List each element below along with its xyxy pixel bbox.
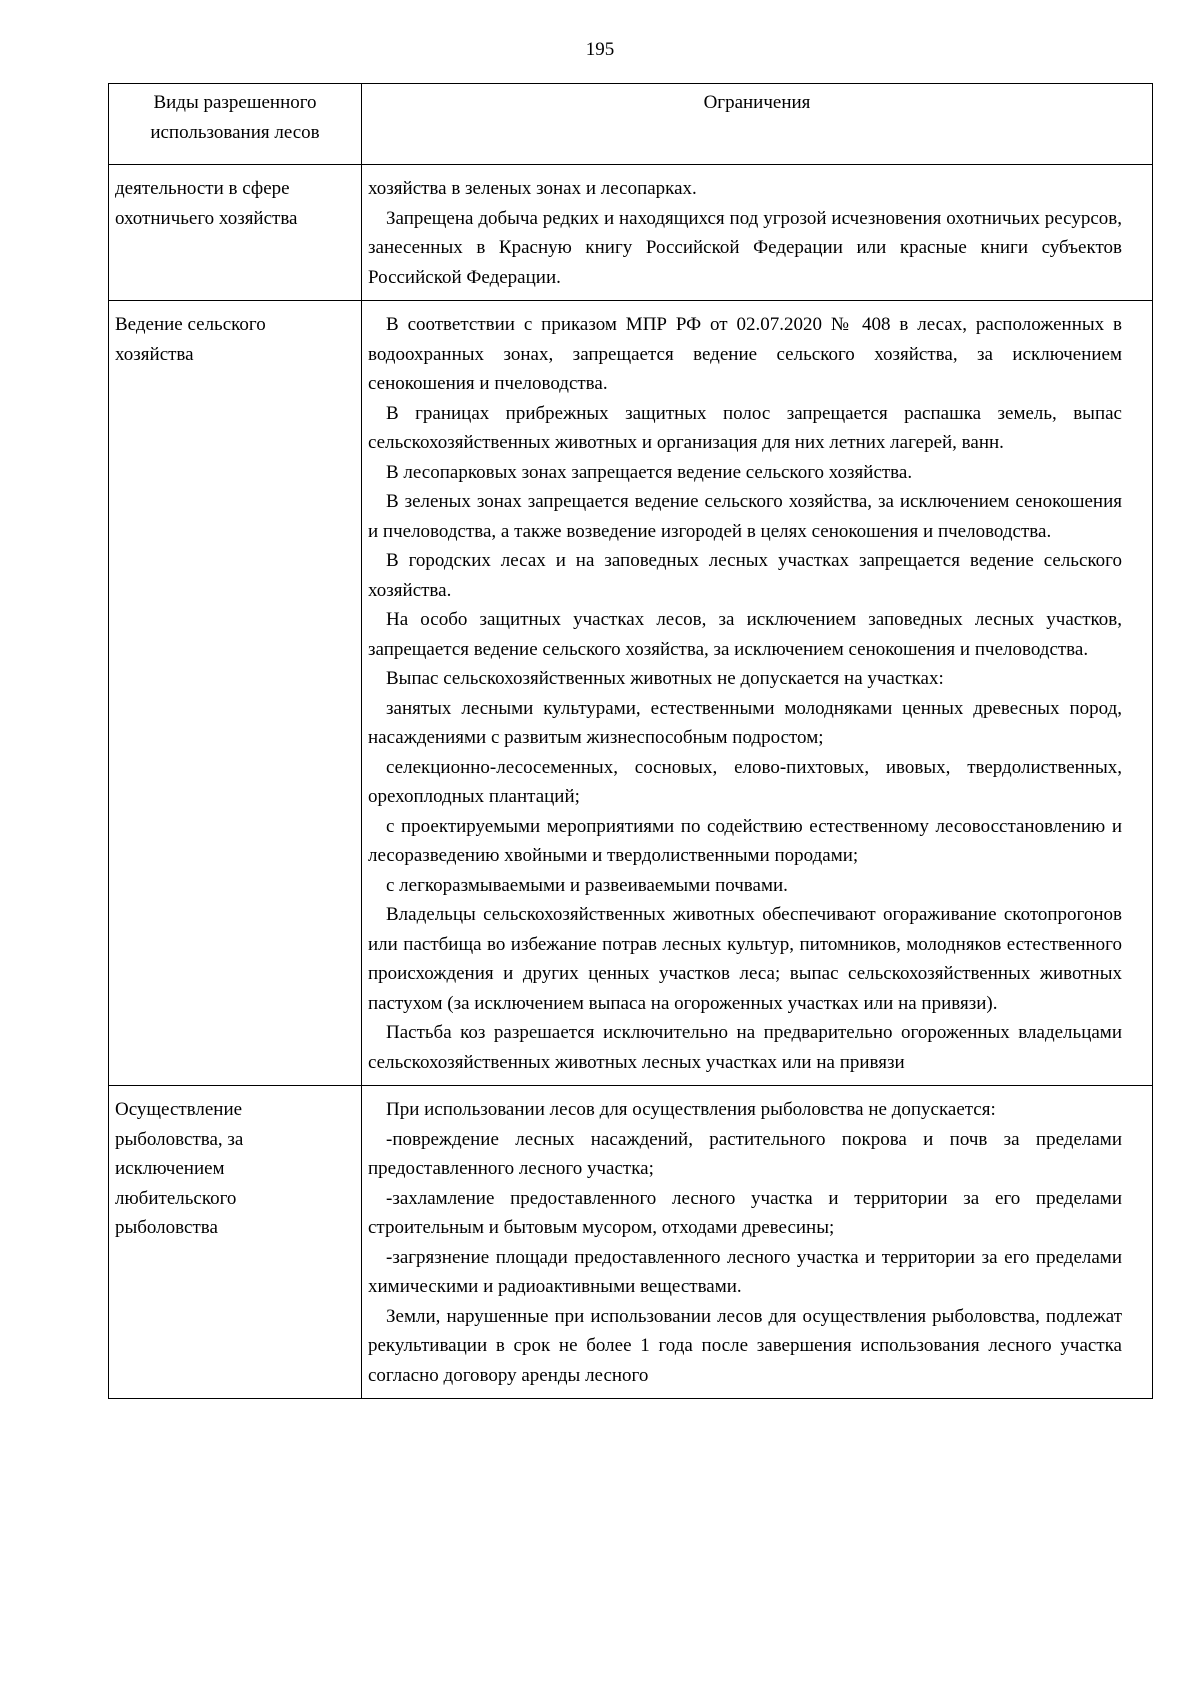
restrictions-cell — [362, 301, 1153, 1086]
restriction-paragraph: -захламление предоставленного лесного участка и территории за его пределами строительным и бытовым мусором, отходами древесины; — [368, 1187, 1122, 1238]
restriction-paragraph: -загрязнение площади предоставленного лесного участка и территории за его пределами химическими и радиоактивными веществами. — [368, 1246, 1122, 1297]
use-kind-cell — [109, 301, 362, 1086]
restriction-paragraph: Выпас сельскохозяйственных животных не допускается на участках: — [386, 668, 944, 689]
restriction-paragraph: В границах прибрежных защитных полос запрещается распашка земель, выпас сельскохозяйственных животных и организация для них летних лагерей, ванн. — [368, 402, 1122, 453]
page-number: 195 — [585, 39, 615, 60]
restriction-paragraph: занятых лесными культурами, естественными молодняками ценных древесных пород, насаждениями с развитым жизнеспособным подростом; — [368, 697, 1122, 748]
restriction-paragraph: Запрещена добыча редких и находящихся под угрозой исчезновения охотничьих ресурсов, занесенных в Красную книгу Российской Федерации или красные книги субъектов Российской Федерации. — [368, 207, 1122, 288]
use-kind-line: рыболовства — [115, 1217, 218, 1238]
use-kind-line: хозяйства — [115, 343, 194, 365]
use-kind-line: Осуществление — [115, 1099, 243, 1120]
use-kind-line: деятельности в сфере — [115, 178, 290, 199]
table-row — [109, 1086, 1153, 1399]
restrictions-table — [108, 83, 1153, 1399]
restriction-paragraph: В зеленых зонах запрещается ведение сельского хозяйства, за исключением сенокошения и пчеловодства, а также возведение изгородей в целях сенокошения и пчеловодства. — [368, 491, 1122, 542]
restriction-paragraph: В лесопарковых зонах запрещается ведение сельского хозяйства. — [386, 461, 913, 483]
restriction-paragraph: Пастьба коз разрешается исключительно на предварительно огороженных владельцами сельскохозяйственных животных лесных участках или на привязи — [368, 1022, 1122, 1073]
restriction-paragraph: При использовании лесов для осуществления рыболовства не допускается: — [386, 1099, 996, 1120]
restrictions-cell — [362, 165, 1153, 301]
use-kind-line: охотничьего хозяйства — [115, 207, 298, 229]
use-kind-line: Ведение сельского — [115, 314, 266, 335]
restriction-paragraph: хозяйства в зеленых зонах и лесопарках. — [368, 178, 697, 199]
use-kind-line: рыболовства, за — [115, 1128, 244, 1150]
restrictions-cell — [362, 1086, 1153, 1399]
restriction-paragraph: Владельцы сельскохозяйственных животных обеспечивают огораживание скотопрогонов или пастбища во избежание потрав лесных культур, питомников, молодняков естественного происхождения и других ценных участков леса; выпас сельскохозяйственных животных пастухом (за исключением выпаса на огороженных участках или на привязи). — [368, 904, 1122, 1014]
restriction-paragraph: В соответствии с приказом МПР РФ от 02.07.2020 № 408 в лесах, расположенных в водоохранных зонах, запрещается ведение сельского хозяйства, за исключением сенокошения и пчеловодства. — [368, 314, 1122, 394]
restriction-paragraph: В городских лесах и на заповедных лесных участках запрещается ведение сельского хозяйства. — [368, 550, 1122, 601]
header-kind-line: Виды разрешенного — [153, 92, 317, 113]
table-row — [109, 165, 1153, 301]
use-kind-line: любительского — [115, 1187, 237, 1209]
use-kind-cell — [109, 165, 362, 301]
restriction-paragraph: селекционно-лесосеменных, сосновых, елово-пихтовых, ивовых, твердолиственных, орехоплодных плантаций; — [368, 756, 1122, 807]
restriction-paragraph: На особо защитных участках лесов, за исключением заповедных лесных участков, запрещается ведение сельского хозяйства, за исключением сенокошения и пчеловодства. — [368, 609, 1122, 660]
restriction-paragraph: с легкоразмываемыми и развеиваемыми почвами. — [386, 874, 788, 896]
use-kind-cell — [109, 1086, 362, 1399]
header-restrictions: Ограничения — [362, 84, 1153, 165]
use-kind-line: исключением — [115, 1158, 225, 1179]
table-row — [109, 301, 1153, 1086]
header-kind-line: использования лесов — [150, 121, 320, 143]
restriction-paragraph: Земли, нарушенные при использовании лесов для осуществления рыболовства, подлежат рекультивации в срок не более 1 года после завершения использования лесного участка согласно договору аренды лесного — [368, 1305, 1122, 1386]
restriction-paragraph: -повреждение лесных насаждений, растительного покрова и почв за пределами предоставленного лесного участка; — [368, 1128, 1122, 1179]
header-kind — [109, 84, 362, 165]
table-header-row — [109, 84, 1153, 165]
restriction-paragraph: с проектируемыми мероприятиями по содействию естественному лесовосстановлению и лесоразведению хвойными и твердолиственными породами; — [368, 815, 1122, 866]
